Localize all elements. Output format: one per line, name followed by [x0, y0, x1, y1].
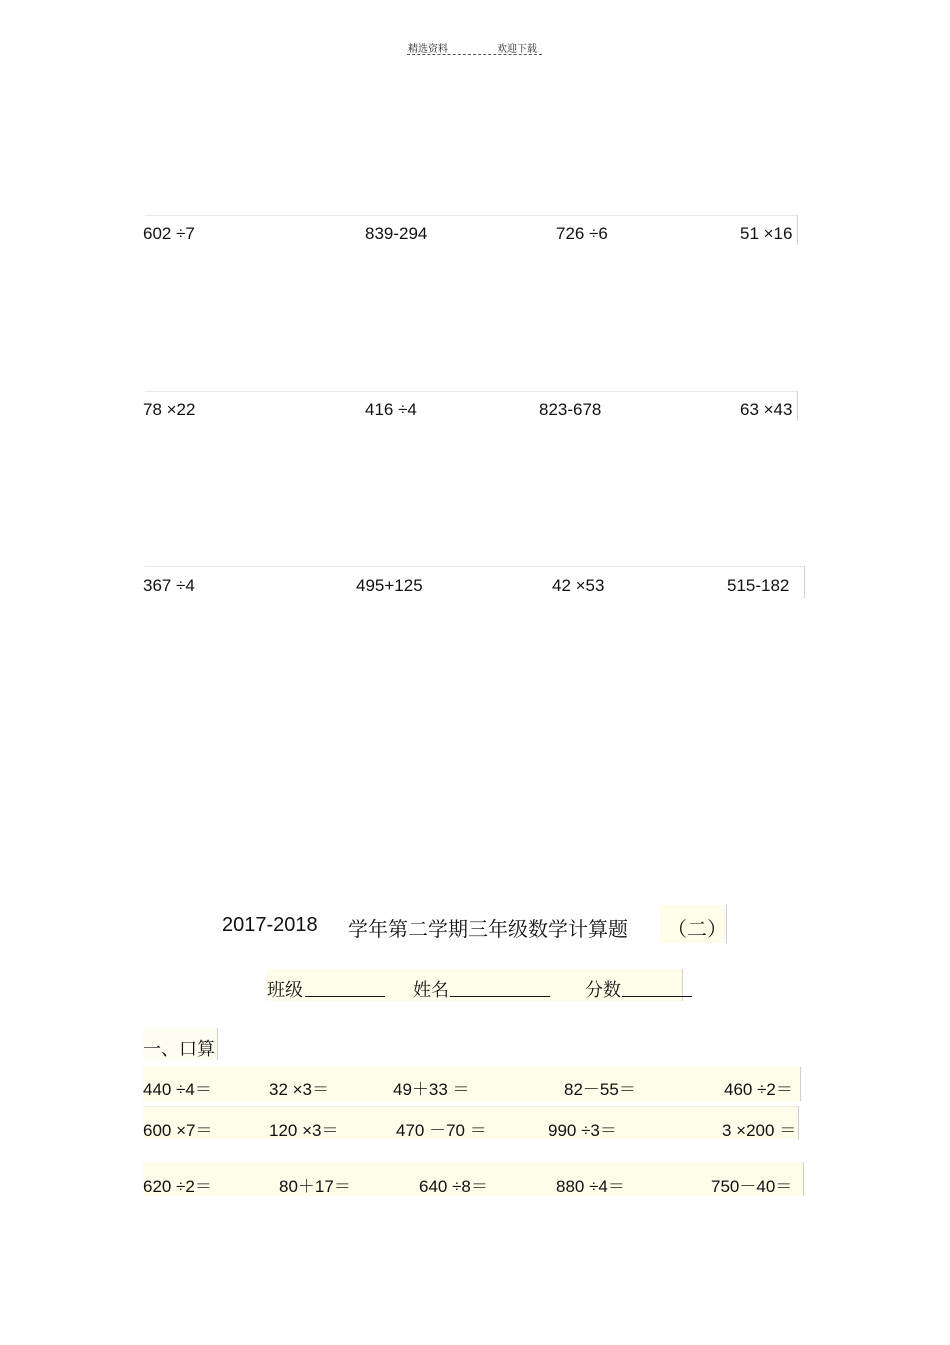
- problem-2-4: 63 ×43: [740, 400, 793, 419]
- oral-2-1: 600 ×7＝: [143, 1121, 213, 1140]
- oral-3-1: 620 ÷2＝: [143, 1177, 212, 1196]
- oral-2-5: 3 ×200 ＝: [722, 1121, 797, 1140]
- oral-row-edge: [803, 1162, 804, 1196]
- class-blank: [305, 996, 385, 997]
- oral-row-highlight: [143, 1067, 801, 1101]
- section-edge: [217, 1028, 218, 1060]
- page-title: 学年第二学期三年级数学计算题: [348, 917, 628, 941]
- oral-row-edge: [798, 1106, 799, 1140]
- oral-1-4: 82－55＝: [564, 1080, 636, 1099]
- header-right-text: 欢迎下载: [497, 44, 537, 55]
- problem-3-3: 42 ×53: [552, 576, 605, 595]
- score-blank: [622, 996, 692, 997]
- problem-3-4: 515-182: [727, 576, 790, 595]
- header-left-text: 精选资料: [408, 44, 448, 55]
- title-year: 2017-2018: [222, 914, 318, 936]
- problem-1-1: 602 ÷7: [143, 224, 195, 243]
- oral-3-2: 80＋17＝: [279, 1177, 351, 1196]
- row-edge: [797, 215, 798, 245]
- oral-3-4: 880 ÷4＝: [556, 1177, 625, 1196]
- row-divider: [145, 215, 798, 216]
- class-label: 班级: [267, 980, 303, 1001]
- name-label: 姓名: [413, 980, 449, 1001]
- problem-1-2: 839-294: [365, 224, 428, 243]
- oral-1-3: 49＋33 ＝: [393, 1080, 470, 1099]
- problem-3-2: 495+125: [356, 576, 423, 595]
- problem-2-1: 78 ×22: [143, 400, 196, 419]
- oral-3-3: 640 ÷8＝: [419, 1177, 488, 1196]
- row-divider: [145, 391, 798, 392]
- oral-2-3: 470 －70 ＝: [396, 1121, 487, 1140]
- title-part: （二）: [667, 917, 727, 941]
- row-edge: [804, 566, 805, 598]
- oral-1-2: 32 ×3＝: [269, 1080, 330, 1099]
- section-heading: 一、口算: [143, 1039, 215, 1060]
- problem-2-3: 823-678: [539, 400, 602, 419]
- oral-3-5: 750－40＝: [711, 1177, 793, 1196]
- problem-3-1: 367 ÷4: [143, 576, 195, 595]
- score-label: 分数: [585, 980, 621, 1001]
- problem-1-4: 51 ×16: [740, 224, 793, 243]
- oral-1-1: 440 ÷4＝: [143, 1080, 212, 1099]
- oral-2-4: 990 ÷3＝: [548, 1121, 617, 1140]
- oral-row-edge: [800, 1067, 801, 1101]
- header-divider: [407, 54, 542, 55]
- oral-2-2: 120 ×3＝: [269, 1121, 339, 1140]
- problem-1-3: 726 ÷6: [556, 224, 608, 243]
- row-edge: [797, 391, 798, 421]
- row-divider: [145, 566, 805, 567]
- oral-1-5: 460 ÷2＝: [724, 1080, 793, 1099]
- name-blank: [450, 996, 550, 997]
- problem-2-2: 416 ÷4: [365, 400, 417, 419]
